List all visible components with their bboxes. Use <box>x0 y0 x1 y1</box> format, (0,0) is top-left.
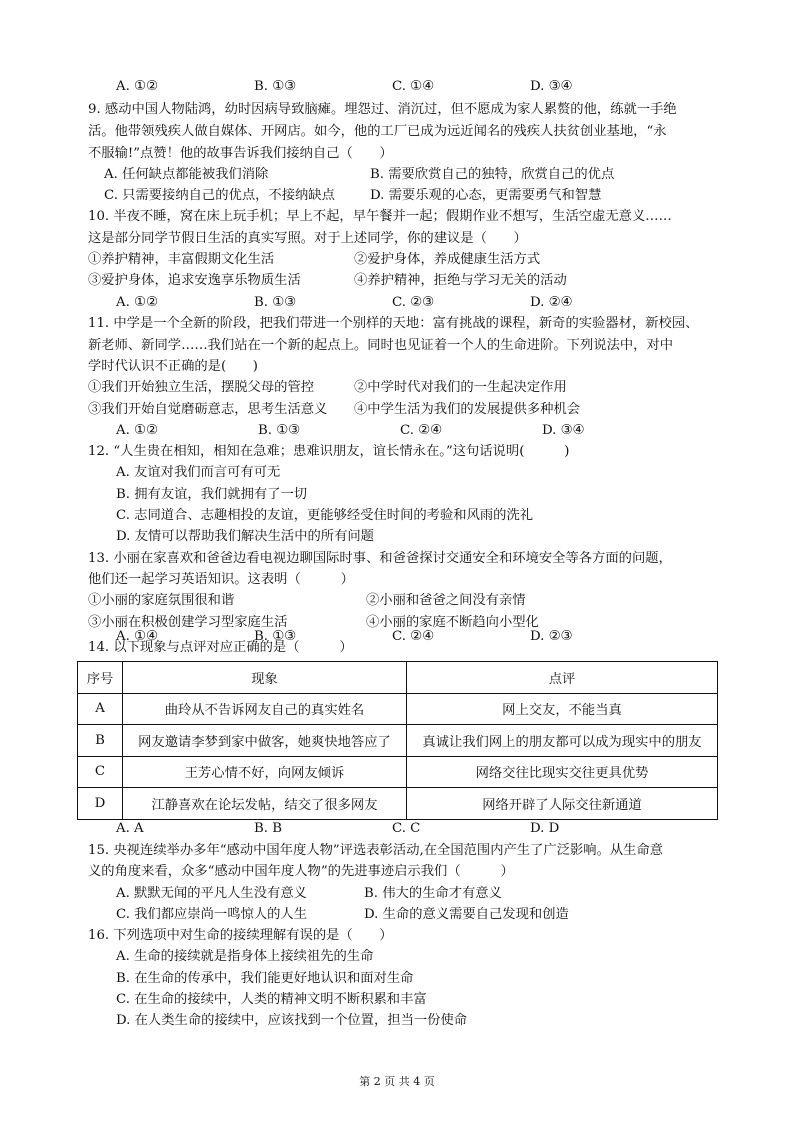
q15-option-d: D. 生命的意义需要自己发现和创造 <box>364 907 569 922</box>
row-phenomenon: 王芳心情不好，向网友倾诉 <box>123 756 407 788</box>
row-phenomenon: 江静喜欢在论坛发帖，结交了很多网友 <box>123 788 407 820</box>
q13-statement-1: ①小丽的家庭氛围很和谐 <box>88 593 235 608</box>
q16-option-c: C. 在生命的接续中，人类的精神文明不断积累和丰富 <box>116 992 427 1007</box>
q13-statements-row-1 <box>88 591 708 611</box>
q11-statement-3: ③我们开始自觉磨砺意志，思考生活意义 <box>88 402 328 417</box>
q11-option-c: C. ②④ <box>400 423 442 438</box>
q15-stem-line-1: 15. 央视连续举办多年“感动中国年度人物”评选表彰活动,在全国范围内产生了广泛影响。从生命意 <box>88 843 664 858</box>
q11-stem-line-2: 新老师、新同学……我们站在一个新的起点上。同时也见证着一个人的生命进阶。下列说法中，对中 <box>88 338 674 353</box>
row-comment: 网络开辟了人际交往新通道 <box>407 788 718 820</box>
q13-option-d: D. ②③ <box>530 629 573 644</box>
table-row <box>78 756 718 788</box>
row-label: C <box>78 756 123 788</box>
table-row <box>78 693 718 725</box>
q9-option-c: C. 只需要接纳自己的优点，不接纳缺点 <box>104 188 335 203</box>
q16-option-a: A. 生命的接续就是指身体上接续祖先的生命 <box>116 949 374 964</box>
q10-statements-row-2 <box>88 271 708 291</box>
q14-option-c: C. C <box>392 821 421 836</box>
q11-statement-1: ①我们开始独立生活，摆脱父母的管控 <box>88 380 315 395</box>
q13-statement-2: ②小丽和爸爸之间没有亲情 <box>366 593 526 608</box>
q14-option-a: A. A <box>116 821 144 836</box>
q13-stem-line-1: 13. 小丽在家喜欢和爸爸边看电视边聊国际时事、和爸爸探讨交通安全和环境安全等各方面的问题， <box>88 551 672 566</box>
q10-options <box>116 293 676 313</box>
header-number: 序号 <box>78 662 123 694</box>
row-comment: 真诚让我们网上的朋友都可以成为现实中的朋友 <box>407 725 718 757</box>
q16-option-d: D. 在人类生命的接续中，应该找到一个位置，担当一份使命 <box>116 1013 468 1028</box>
q9-option-d: D. 需要乐观的心态，更需要勇气和智慧 <box>370 188 602 203</box>
page-number: 第 2 页 共 4 页 <box>359 1075 435 1088</box>
q16-option-b: B. 在生命的传承中，我们能更好地认识和面对生命 <box>116 971 414 986</box>
q9-options-row-1 <box>104 165 724 185</box>
q11-statements-row-1 <box>88 378 708 398</box>
q13-option-c: C. ②④ <box>392 629 434 644</box>
q9-stem-line-3: 不服输!”点赞！他的故事告诉我们接纳自己（ ） <box>88 146 393 161</box>
q10-option-b: B. ①③ <box>254 295 297 310</box>
q11-option-b: B. ①③ <box>258 423 301 438</box>
q8-option-a: A. ①② <box>116 79 158 94</box>
q10-statement-2: ②爱护身体，养成健康生活方式 <box>354 252 541 267</box>
q14-options <box>116 819 676 839</box>
q9-option-a: A. 任何缺点都能被我们消除 <box>104 167 269 182</box>
q14-option-b: B. B <box>254 821 282 836</box>
q13-option-b: B. ①③ <box>254 629 297 644</box>
table-row <box>78 788 718 820</box>
q15-option-a: A. 默默无闻的平凡人生没有意义 <box>116 886 307 901</box>
row-comment: 网络交往比现实交往更具优势 <box>407 756 718 788</box>
q12-stem: 12. “人生贵在相知，相知在急难；患难识朋友，谊长情永在。”这句话说明( ) <box>88 444 570 459</box>
q10-option-d: D. ②④ <box>530 295 573 310</box>
q10-statement-1: ①养护精神，丰富假期文化生活 <box>88 252 275 267</box>
q11-statements-row-2 <box>88 400 708 420</box>
q14-stem: 14. 以下现象与点评对应正确的是（ ） <box>88 640 353 655</box>
q11-statement-2: ②中学时代对我们的一生起决定作用 <box>354 380 567 395</box>
q15-options-row-1 <box>116 884 736 904</box>
q12-option-d: D. 友情可以帮助我们解决生活中的所有问题 <box>116 529 374 544</box>
q9-options-row-2 <box>104 186 724 206</box>
row-label: B <box>78 725 123 757</box>
q11-stem-line-1: 11. 中学是一个全新的阶段，把我们带进一个别样的天地：富有挑战的课程，新奇的实验器材，新校园、 <box>88 316 699 331</box>
q10-option-a: A. ①② <box>116 295 158 310</box>
q12-option-b: B. 拥有友谊，我们就拥有了一切 <box>116 487 308 502</box>
q9-stem-line-2: 活。他带领残疾人做自媒体、开网店。如今，他的工厂已成为远近闻名的残疾人扶贫创业基地，“永 <box>88 124 667 139</box>
row-label: D <box>78 788 123 820</box>
q12-option-a: A. 友谊对我们而言可有可无 <box>116 465 281 480</box>
header-comment: 点评 <box>407 662 718 694</box>
q8-option-c: C. ①④ <box>392 79 434 94</box>
q8-options <box>116 77 676 97</box>
q8-option-b: B. ①③ <box>254 79 297 94</box>
q10-statements-row-1 <box>88 250 708 270</box>
q16-stem: 16. 下列选项中对生命的接续理解有误的是（ ） <box>88 928 393 943</box>
q13-statement-4: ④小丽的家庭不断趋向小型化 <box>366 615 539 630</box>
q10-option-c: C. ②③ <box>392 295 434 310</box>
q10-statement-4: ④养护精神，拒绝与学习无关的活动 <box>354 273 567 288</box>
q10-statement-3: ③爱护身体，追求安逸享乐物质生活 <box>88 273 301 288</box>
header-phenomenon: 现象 <box>123 662 407 694</box>
q13-option-a: A. ①④ <box>116 629 158 644</box>
q15-option-c: C. 我们都应崇尚一鸣惊人的人生 <box>116 907 308 922</box>
q15-options-row-2 <box>116 905 736 925</box>
q11-option-d: D. ③④ <box>542 423 585 438</box>
q9-stem-line-1: 9. 感动中国人物陆鸿，幼时因病导致脑瘫。埋怨过、消沉过，但不愿成为家人累赘的他，练就一手绝 <box>88 102 677 117</box>
row-phenomenon: 网友邀请李梦到家中做客，她爽快地答应了 <box>123 725 407 757</box>
q8-option-d: D. ③④ <box>530 79 573 94</box>
q14-table <box>77 661 718 820</box>
q11-option-a: A. ①② <box>116 423 158 438</box>
q11-stem-line-3: 学时代认识不正确的是( ) <box>88 359 258 374</box>
q13-stem-line-2: 他们还一起学习英语知识。这表明（ ） <box>88 572 354 587</box>
q15-stem-line-2: 义的角度来看，众多“感动中国年度人物”的先进事迹启示我们（ ） <box>88 864 514 879</box>
row-phenomenon: 曲玲从不告诉网友自己的真实姓名 <box>123 693 407 725</box>
q12-option-c: C. 志同道合、志趣相投的友谊，更能够经受住时间的考验和风雨的洗礼 <box>116 508 534 523</box>
row-label: A <box>78 693 123 725</box>
table-header-row <box>78 662 718 694</box>
q11-statement-4: ④中学生活为我们的发展提供多种机会 <box>354 402 581 417</box>
q10-stem-line-1: 10. 半夜不睡，窝在床上玩手机；早上不起，早午餐并一起；假期作业不想写，生活空虚无意义…… <box>88 209 672 224</box>
row-comment: 网上交友，不能当真 <box>407 693 718 725</box>
table-row <box>78 725 718 757</box>
q10-stem-line-2: 这是部分同学节假日生活的真实写照。对于上述同学，你的建议是（ ） <box>88 231 527 246</box>
q13-statement-3: ③小丽在积极创建学习型家庭生活 <box>88 615 288 630</box>
q14-option-d: D. D <box>530 821 560 836</box>
q9-option-b: B. 需要欣赏自己的独特，欣赏自己的优点 <box>370 167 615 182</box>
q15-option-b: B. 伟大的生命才有意义 <box>364 886 502 901</box>
q11-options <box>116 421 676 441</box>
